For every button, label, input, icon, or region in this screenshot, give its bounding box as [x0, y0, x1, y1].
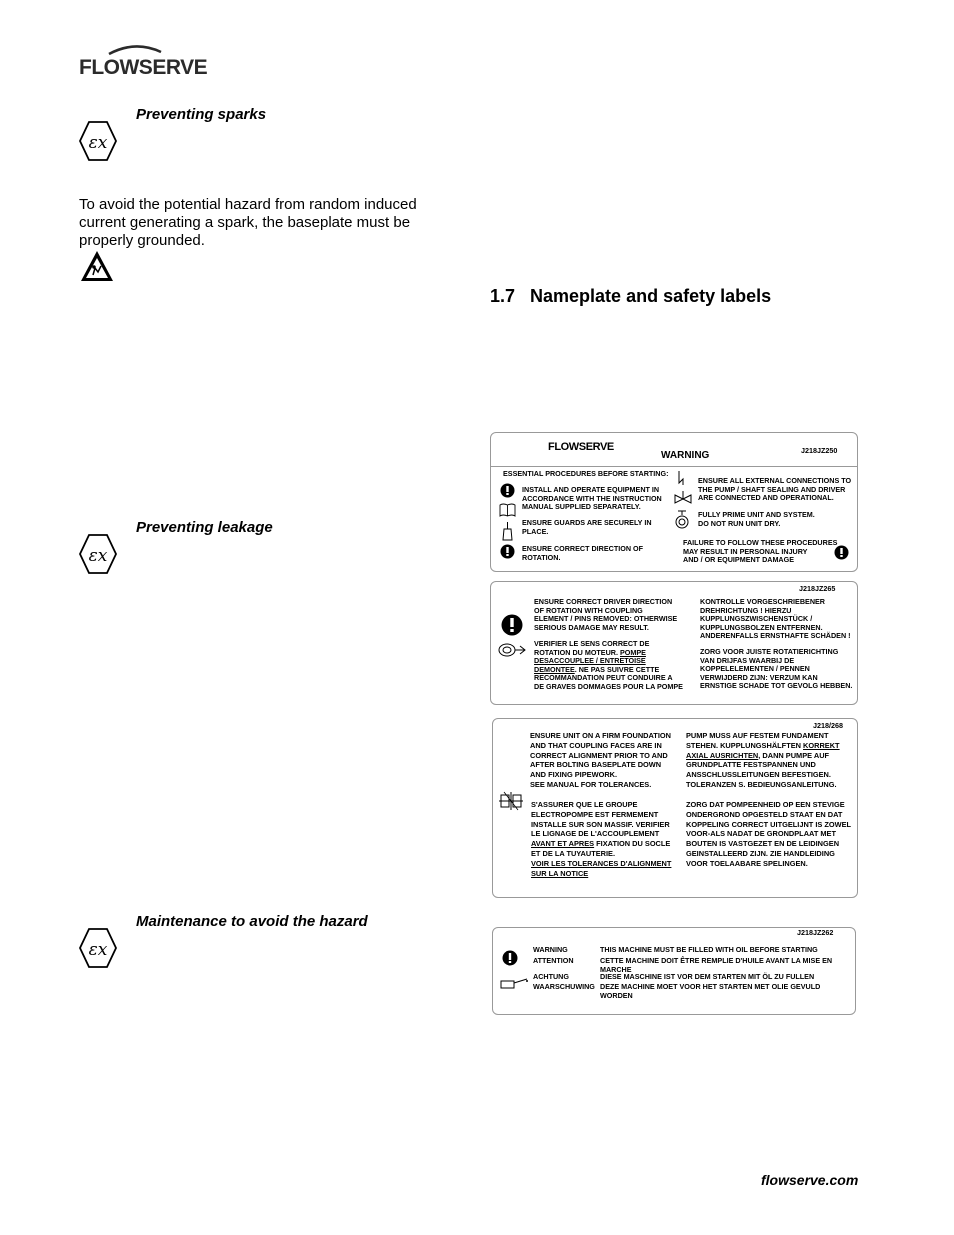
- footer-site: flowserve.com: [761, 1172, 859, 1188]
- svg-text:εx: εx: [88, 546, 108, 566]
- alignment-icon: [498, 791, 524, 811]
- oil-word-3: WAARSCHUWING: [533, 982, 595, 991]
- coupling-icon: [498, 643, 526, 657]
- oil-word-1: ATTENTION: [533, 956, 574, 965]
- warning-label-general: [490, 432, 858, 572]
- esd-warning-icon: [80, 250, 114, 282]
- exclamation-circle-icon: [500, 544, 515, 559]
- svg-text:εx: εx: [88, 940, 108, 960]
- oil-can-icon: [499, 976, 529, 990]
- label1-item5: FULLY PRIME UNIT AND SYSTEM. DO NOT RUN UNIT DRY.: [698, 510, 815, 528]
- fill-icon: [673, 509, 691, 529]
- label-warning-word: WARNING: [661, 450, 710, 461]
- sparks-text: To avoid the potential hazard from random induced current generating a spark, the baseplate must be properly grounded.: [79, 196, 417, 249]
- flowserve-logo: [79, 42, 208, 87]
- exclamation-circle-icon: [501, 614, 523, 636]
- label-header: ESSENTIAL PROCEDURES BEFORE STARTING:: [503, 469, 669, 478]
- label1-item2: ENSURE GUARDS ARE SECURELY IN PLACE.: [522, 518, 652, 536]
- sparks-heading: Preventing sparks: [136, 106, 267, 123]
- label3-fr: S'ASSURER QUE LE GROUPE ELECTROPOMPE EST FERMEMENT INSTALLE SUR SON MASSIF. VERIFIER LE LIGNAGE DE L'ACCOUPLEMENT AVANT ET APRES FIXATION DU SOCLE ET DE LA TUYAUTERIE. VOIR LES TOLERANCES D'ALIGNMENT SUR LA NOTICE: [531, 800, 672, 878]
- valve-icon: [673, 469, 693, 505]
- label-code: J218JZ265: [799, 584, 836, 593]
- label1-item1: INSTALL AND OPERATE EQUIPMENT IN ACCORDANCE WITH THE INSTRUCTION MANUAL SUPPLIED SEPARATELY.: [522, 485, 662, 512]
- label-code: J218/268: [813, 721, 843, 730]
- label-logo: FLOWSERVE: [548, 441, 614, 453]
- label3-nl: ZORG DAT POMPEENHEID OP EEN STEVIGE ONDERGROND OPGESTELD STAAT EN DAT KOPPELING CORRECT UITGELIJNT IS ZOWEL VOOR-ALS NADAT DE GRONDPLAAT MET BOUTEN IS VASTGEZET EN DE LEIDINGEN GEINSTALLEERD ZIJN. ZIE HANDLEIDING VOOR TOELAABARE SPELINGEN.: [686, 800, 852, 868]
- svg-text:εx: εx: [88, 133, 108, 153]
- ex-icon: [79, 120, 117, 162]
- logo-text: FLOWSERVE: [79, 56, 208, 79]
- label2-nl: ZORG VOOR JUISTE ROTATIERICHTING VAN DRIJFAS WAARBIJ DE KOPPELELEMENTEN / PENNEN VERWIJDERD ZIJN: VERZUM KAN ERNSTIGE SCHADE TOT GEVOLG HEBBEN.: [700, 647, 853, 691]
- label2-en: ENSURE CORRECT DRIVER DIRECTION OF ROTATION WITH COUPLING ELEMENT / PINS REMOVED: OTHERWISE SERIOUS DAMAGE MAY RESULT.: [534, 597, 678, 632]
- guard-icon: [501, 521, 514, 541]
- oil-text-0: THIS MACHINE MUST BE FILLED WITH OIL BEFORE STARTING: [600, 945, 818, 954]
- label1-item3: ENSURE CORRECT DIRECTION OF ROTATION.: [522, 544, 643, 562]
- exclamation-circle-icon: [834, 545, 849, 560]
- divider: [491, 466, 857, 467]
- exclamation-circle-icon: [500, 483, 515, 498]
- oil-text-3: DEZE MACHINE MOET VOOR HET STARTEN MET OLIE GEVULD WORDEN: [600, 982, 821, 1000]
- section-title: 1.7 Nameplate and safety labels: [490, 286, 772, 306]
- oil-word-0: WARNING: [533, 945, 568, 954]
- label3-de: PUMP MUSS AUF FESTEM FUNDAMENT STEHEN. KUPPLUNGSHÄLFTEN KORREKT AXIAL AUSRICHTEN, DANN PUMPE AUF GRUNDPLATTE FESTSPANNEN UND ANSSCHLUSSLEITUNGEN BEFESTIGEN. TOLERANZEN S. BEDIEUNGSANLEITUNG.: [686, 731, 840, 789]
- label-code: J218JZ250: [801, 446, 838, 455]
- exclamation-circle-icon: [502, 950, 518, 966]
- oil-text-2: DIESE MASCHINE IST VOR DEM STARTEN MIT ÖL ZU FULLEN: [600, 972, 815, 981]
- oil-text-1: CETTE MACHINE DOIT ÊTRE REMPLIE D'HUILE AVANT LA MISE EN MARCHE: [600, 956, 833, 974]
- maintenance-heading: Maintenance to avoid the hazard: [136, 913, 368, 930]
- label2-fr: VERIFIER LE SENS CORRECT DE ROTATION DU MOTEUR. POMPE DESACCOUPLEE / ENTRETOISE DEMONTEE. NE PAS SUIVRE CETTE RECOMMANDATION PEUT CONDUIRE A DE GRAVES DOMMAGES POUR LA POMPE: [534, 639, 683, 691]
- label3-en: ENSURE UNIT ON A FIRM FOUNDATION AND THAT COUPLING FACES ARE IN CORRECT ALIGNMENT PRIOR TO AND AFTER BOLTING BASEPLATE DOWN AND FIXING PIPEWORK. SEE MANUAL FOR TOLERANCES.: [530, 731, 671, 789]
- oil-word-2: ACHTUNG: [533, 972, 569, 981]
- label1-item6: FAILURE TO FOLLOW THESE PROCEDURES MAY RESULT IN PERSONAL INJURY AND / OR EQUIPMENT DAMAGE: [683, 538, 838, 565]
- leakage-heading: Preventing leakage: [136, 519, 273, 536]
- manual-book-icon: [499, 503, 516, 517]
- warning-label-alignment: [492, 718, 858, 898]
- label2-de: KONTROLLE VORGESCHRIEBENER DREHRICHTUNG ! HIERZU KUPPLUNGSZWISCHENSTÜCK / KUPPLUNGSBOLZEN ENTFERNEN. ANDERENFALLS ERNSTHAFTE SCHÄDEN !: [700, 597, 851, 641]
- warning-label-oil: [492, 927, 856, 1015]
- label-code: J218JZ262: [797, 928, 834, 937]
- label1-item4: ENSURE ALL EXTERNAL CONNECTIONS TO THE PUMP / SHAFT SEALING AND DRIVER ARE CONNECTED AND OPERATIONAL.: [698, 476, 852, 503]
- ex-icon: [79, 927, 117, 969]
- ex-icon: [79, 533, 117, 575]
- warning-label-rotation: [490, 581, 858, 705]
